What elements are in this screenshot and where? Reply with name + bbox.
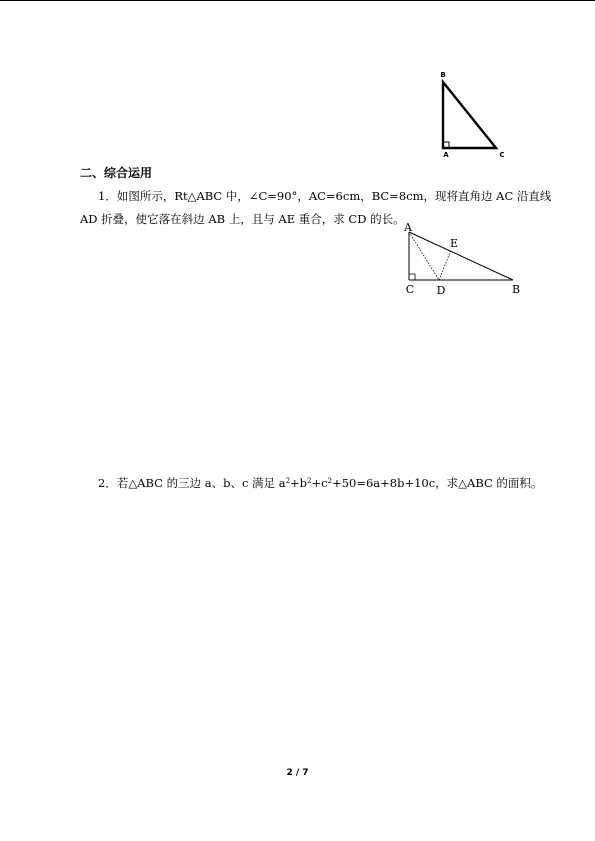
label-b: B (511, 283, 521, 296)
right-angle-mark-c (409, 274, 415, 280)
problem-2-prefix: 2．若△ABC 的三边 a、b、c 满足 a (98, 476, 286, 490)
problem-2-mid-2: +c (311, 476, 328, 490)
triangle-abc (443, 82, 496, 148)
figure-1-triangle (430, 68, 510, 160)
problem-2-mid-1: +b (290, 476, 308, 490)
vertex-label-b: B (440, 71, 446, 79)
label-e: E (449, 237, 459, 250)
segment-de (439, 250, 451, 280)
exponent-b: 2 (307, 477, 312, 485)
problem-1-line-1: 1．如图所示，Rt△ABC 中，∠C=90°，AC=6cm，BC=8cm，现将直角边 AC 沿直线 (98, 189, 552, 203)
label-a: A (404, 221, 412, 234)
section-heading: 二、综合运用 (80, 166, 153, 180)
segment-ab (409, 232, 513, 280)
vertex-label-c: C (499, 151, 505, 159)
exponent-a: 2 (285, 477, 291, 485)
label-d: D (436, 284, 446, 297)
exponent-c: 2 (327, 477, 333, 485)
problem-1-line-2: AD 折叠，使它落在斜边 AB 上，且与 AE 重合，求 CD 的长。 (80, 212, 405, 226)
page-number: 2 / 7 (286, 768, 309, 778)
problem-2-suffix: +50=6a+8b+10c，求△ABC 的面积。 (332, 476, 543, 490)
label-c: C (405, 283, 415, 296)
problem-2 (98, 475, 542, 491)
figure-2-folding-diagram (400, 218, 530, 298)
top-rule (0, 0, 595, 1)
vertex-label-a: A (443, 151, 449, 159)
